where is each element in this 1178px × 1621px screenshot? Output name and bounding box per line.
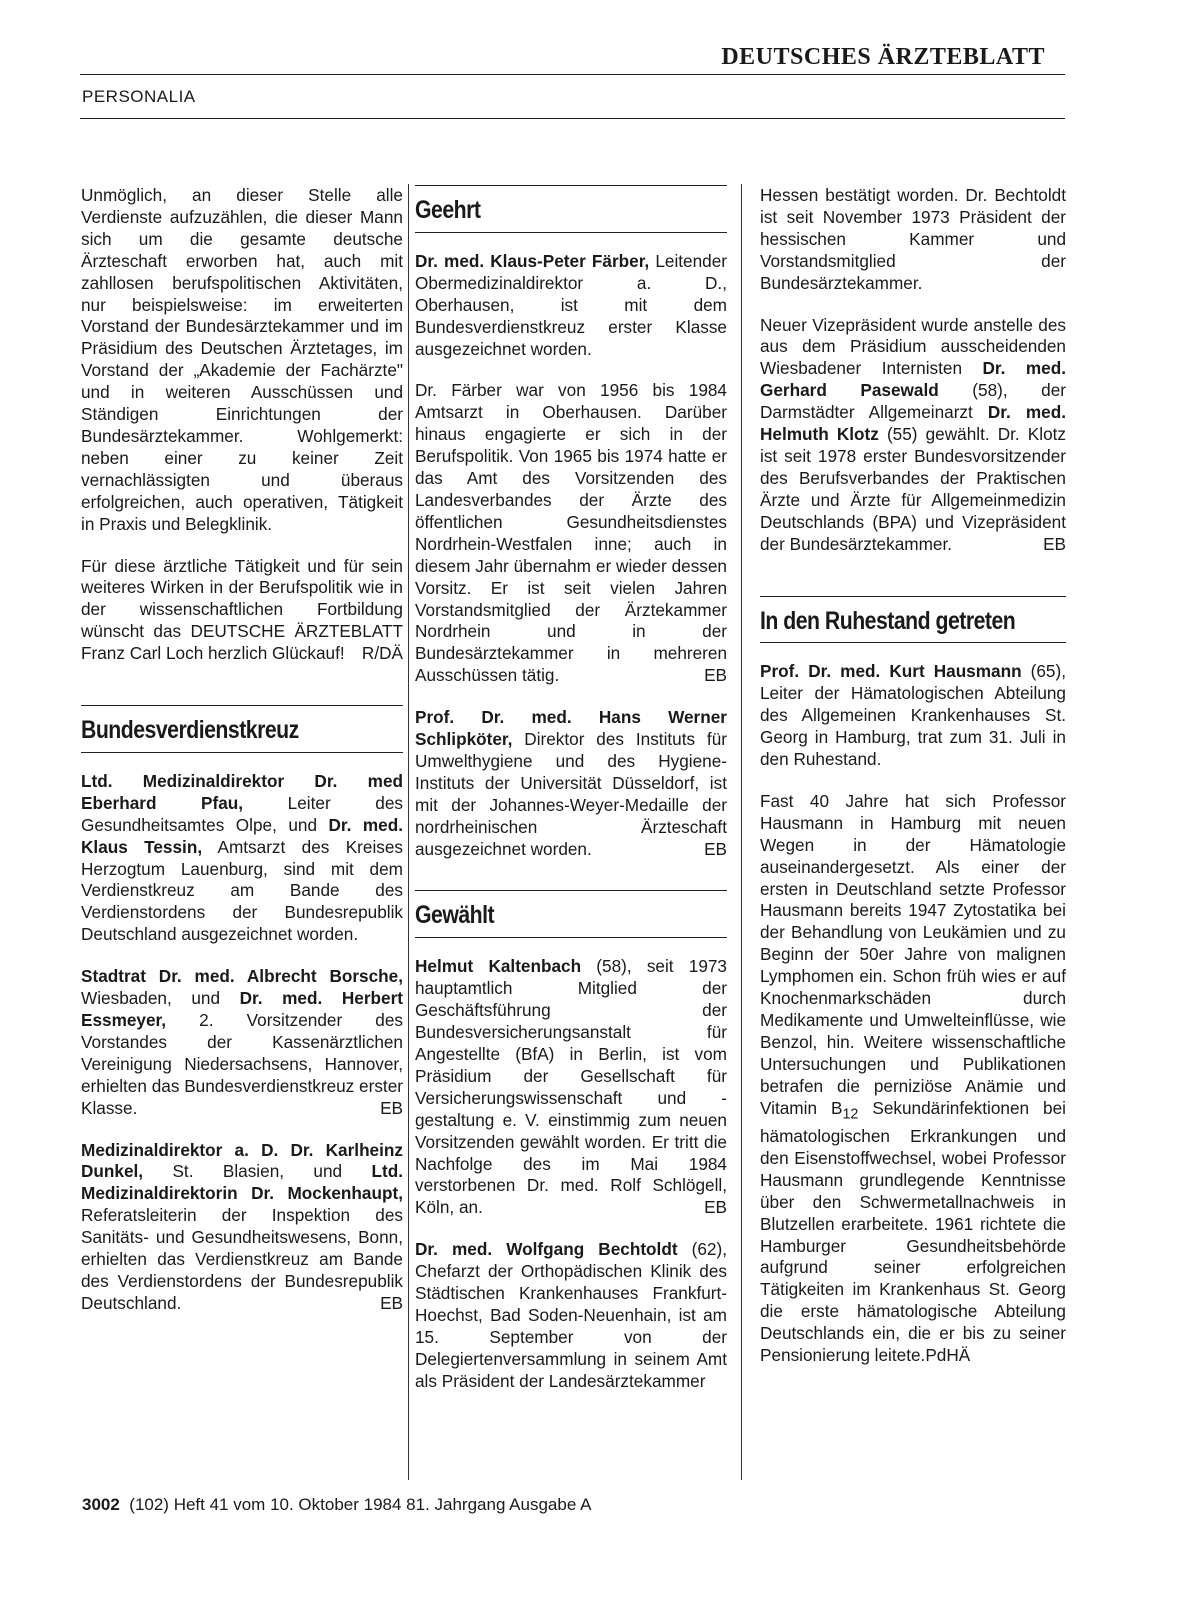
paragraph-text: St. Blasien, und [143,1161,372,1182]
column-2 [415,185,727,1413]
column-3 [760,185,1066,1387]
author-initials: R/DÄ [361,643,403,664]
section-heading: Gewählt [415,901,495,930]
section-heading: Geehrt [415,196,481,224]
paragraph-text: Referatsleiterin der Inspektion des Sanitäts- und Gesundheitswesens, Bonn, erhielten das Verdienstkreuz am Bande des Verdienstordens der Bundesrepublik Deutschland. [81,1205,403,1313]
paragraph: Unmöglich, an dieser Stelle alle Verdienste aufzuzählen, die dieser Mann sich um die gesamte deutsche Ärzteschaft erworben hat, auch mit zahllosen berufspolitischen Aktivitäten, nur beispielsweise: im erweiterten Vorstand der Bundesärztekammer und im Präsidium des Deutschen Ärztetages, im Vorstand der „Akademie der Fachärzte" und in weiteren Ausschüssen und Ständigen Einrichtungen der Bundesärztekammer. Wohlgemerkt: neben einer zu keiner Zeit vernachlässigten und überaus erfolgreichen, auch operativen, Tätigkeit in Praxis und Belegklinik. [81,185,403,534]
paragraph-text: (55) gewählt. Dr. Klotz ist seit 1978 erster Bundesvorsitzender des Berufsverbandes der Praktischen Ärzte und Ärzte für Allgemeinmedizin Deutschlands (BPA) und Vizepräsident der Bundesärztekammer. [760,424,1067,554]
paragraph [760,661,1066,771]
person-name: Dr. med. Gerhard Pasewald [760,358,1067,401]
paragraph [415,1239,727,1392]
issue-info: (102) Heft 41 vom 10. Oktober 1984 81. Jahrgang Ausgabe A [129,1495,592,1514]
author-initials: EB [704,665,727,686]
person-name: Helmut Kaltenbach [415,956,582,977]
paragraph [415,251,727,361]
section-label: PERSONALIA [82,87,196,106]
paragraph: Hessen bestätigt worden. Dr. Bechtoldt ist seit November 1973 Präsident der hessischen Kammer und Vorstandsmitglied der Bundesärztekammer. [760,185,1066,293]
column-divider-1 [408,184,409,1480]
section-heading-block [760,596,1066,644]
paragraph-text: Dr. Färber war von 1956 bis 1984 Amtsarzt in Oberhausen. Darüber hinaus engagierte er sich in der Berufspolitik. Von 1965 bis 1974 hatte er das Amt des Vorsitzenden des Landesverbandes der Ärzte des öffentlichen Gesundheitsdienstes Nordrhein-Westfalen inne; auch in diesem Jahr übernahm er wieder dessen Vorsitz. Er ist seit vielen Jahren Vorstandsmitglied der Ärztekammer Nordrhein und in der Bundesärztekammer in mehreren Ausschüssen tätig. [415,380,727,686]
section-heading-block [81,705,403,753]
person-name: Dr. med. Herbert Essmeyer, [81,988,403,1030]
paragraph [415,707,727,860]
author-initials: EB [380,1292,403,1313]
person-name: Dr. med. Wolfgang Bechtoldt [415,1239,678,1260]
paragraph [415,956,727,1219]
paragraph-text: Amtsarzt des Kreises Herzogtum Lauenburg, sind mit dem Verdienstkreuz am Bande des Verdienstordens der Bundesrepublik Deutschland ausgezeichnet worden. [81,836,404,945]
paragraph-text: Leitender Obermedizinaldirektor a. D., Oberhausen, ist mit dem Bundesverdienstkreuz erster Klasse ausgezeichnet worden. [415,250,727,359]
paragraph [760,315,1066,556]
paragraph-text: Wiesbaden, und [81,988,240,1009]
author-initials: EB [380,1097,403,1118]
paragraph [81,1140,403,1315]
person-name: Medizinaldirektor a. D. Dr. Karlheinz Dunkel, [81,1139,403,1182]
page-number: 3002 [82,1495,120,1514]
paragraph-text: Fast 40 Jahre hat sich Professor Hausmann in Hamburg mit neuen Wegen in der Hämatologie auseinandergesetzt. Als einer der ersten in Deutschland setzte Professor Hausmann bereits 1947 Zytostatika bei der Behandlung von Leukämien und zu Beginn der 50er Jahre von malignen Lymphomen ein. Schon früh wies er auf Knochenmarkschäden durch Medikamente und Umwelteinflüsse, wie Benzol, hin. Weitere wissenschaftliche Untersuchungen und Publikationen betrafen die perniziöse Anämie und Vitamin B [760,790,1066,1118]
person-name: Dr. med. Klaus-Peter Färber, [415,250,650,271]
paragraph-text: Direktor des Instituts für Umwelthygiene und des Hygiene-Instituts der Universität Düsseldorf, ist mit der Johannes-Weyer-Medaille der nordrheinischen Ärzteschaft ausgezeichnet worden. [415,729,727,859]
paragraph [81,771,403,946]
section-heading-block [415,185,727,233]
person-name: Prof. Dr. med. Hans Werner Schlipköter, [415,707,727,750]
paragraph [81,966,403,1119]
author-initials: PdHÄ [925,1345,971,1366]
person-name: Dr. med. Klaus Tessin, [81,814,403,857]
paragraph-text: Für diese ärztliche Tätigkeit und für sein weiteres Wirken in der Berufspolitik wie in der wissenschaftlichen Fortbildung wünscht das DEUTSCHE ÄRZTEBLATT Franz Carl Loch herzlich Glückauf! [81,555,403,664]
paragraph-text: Leiter des Gesundheitsamtes Olpe, und [81,792,403,835]
header-rule-top [80,74,1065,75]
person-name: Dr. med. Helmuth Klotz [760,402,1066,445]
section-heading-block [415,890,727,938]
author-initials: EB [704,1197,727,1218]
page-footer [82,1495,591,1515]
masthead [80,44,1065,71]
column-1 [81,185,403,1335]
author-initials: EB [704,838,727,859]
masthead-title: DEUTSCHES ÄRZTEBLATT [721,44,1045,70]
paragraph [415,380,727,687]
paragraph-text: Sekundärinfektionen bei hämatologischen Erkrankungen und den Eisenstoffwechsel, wobei Professor Hausmann grundlegende Kenntnisse über den Schwermetallnachweis in Blutzellen erarbeitete. 1961 richtete die Hamburger Gesundheitsbehörde aufgrund seiner erfolgreichen Tätigkeiten im Krankenhaus St. Georg die erste hämatologische Abteilung Deutschlands ein, die er bis zu seiner Pensionierung leitete. [760,1097,1066,1366]
subscript: 12 [842,1106,859,1123]
person-name: Ltd. Medizinaldirektor Dr. med Eberhard Pfau, [81,770,403,813]
paragraph [760,791,1066,1367]
header-rule-bottom [80,118,1065,119]
paragraph-text: 2. Vorsitzender des Vorstandes der Kassenärztlichen Vereinigung Niedersachsens, Hannover, erhielten das Bundesverdienstkreuz erster Klasse. [81,1010,403,1118]
section-heading: In den Ruhestand getreten [760,606,1016,635]
paragraph-text: (58), der Darmstädter Allgemeinarzt [760,380,1067,423]
author-initials: EB [1043,533,1066,554]
paragraph [81,556,403,666]
paragraph-text: Neuer Vizepräsident wurde anstelle des aus dem Präsidium ausscheidenden Wiesbadener Internisten [760,314,1066,379]
person-name: Prof. Dr. med. Kurt Hausmann [760,661,1022,682]
column-divider-2 [741,184,742,1480]
paragraph-text: (65), Leiter der Hämatologischen Abteilung des Allgemeinen Krankenhauses St. Georg in Hamburg, trat zum 31. Juli in den Ruhestand. [760,661,1066,770]
person-name: Stadtrat Dr. med. Albrecht Borsche, [81,966,403,987]
person-name: Ltd. Medizinaldirektorin Dr. Mockenhaupt, [81,1161,403,1204]
paragraph-text: (58), seit 1973 hauptamtlich Mitglied der Geschäftsführung der Bundesversicherungsanstalt für Angestellte (BfA) in Berlin, ist vom Präsidium der Gesellschaft für Versicherungswissenschaft und -gestaltung e. V. einstimmig zum neuen Vorsitzenden gewählt worden. Er tritt die Nachfolge des im Mai 1984 verstorbenen Dr. med. Rolf Schlögell, Köln, an. [415,956,727,1218]
paragraph-text: (62), Chefarzt der Orthopädischen Klinik des Städtischen Krankenhauses Frankfurt-Hoechst, Bad Soden-Neuenhain, ist am 15. September von der Delegiertenversammlung in seinem Amt als Präsident der Landesärztekammer [415,1239,727,1391]
section-heading: Bundesverdienstkreuz [81,716,299,745]
